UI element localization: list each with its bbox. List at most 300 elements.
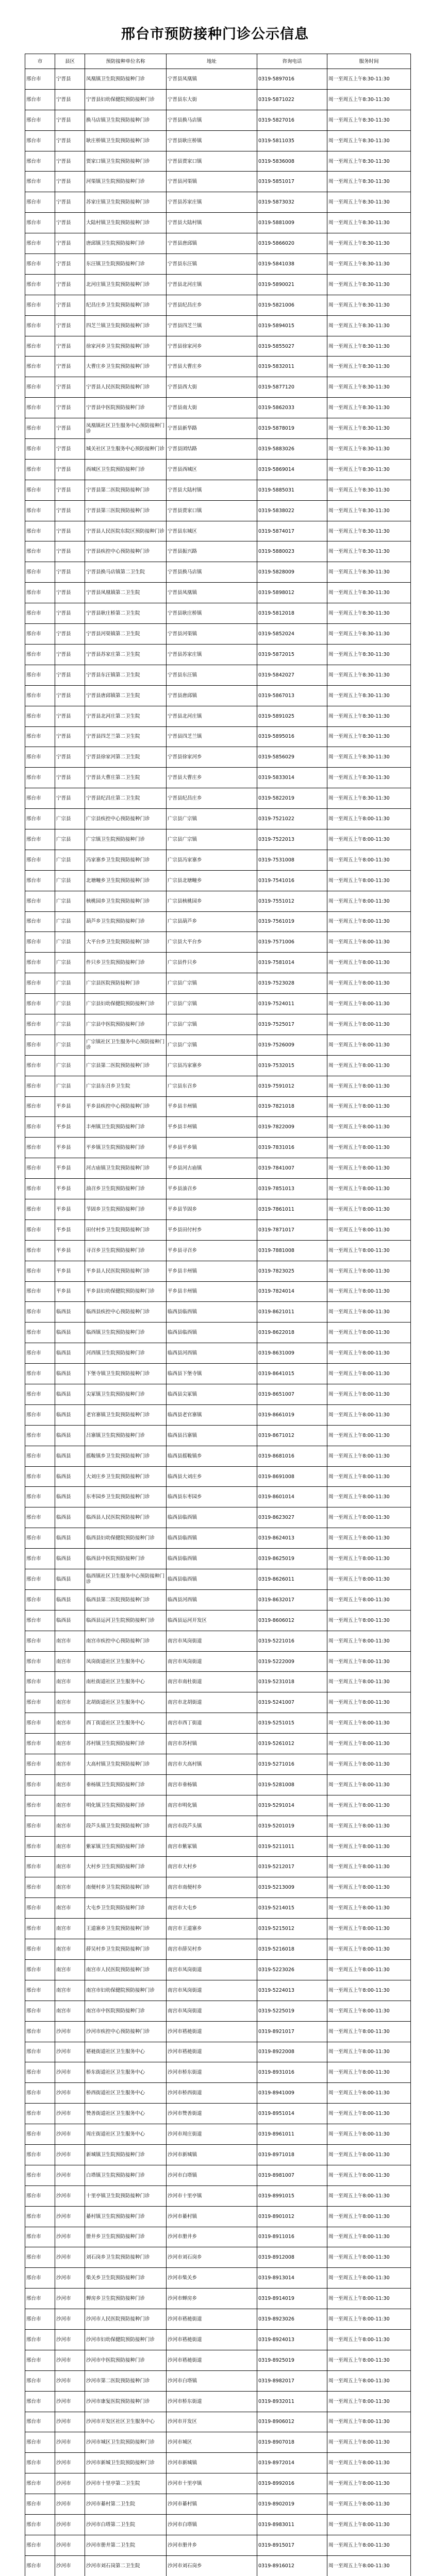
cell-address: 宁晋县纪昌庄乡 xyxy=(167,788,257,809)
table-row xyxy=(25,2185,411,2206)
cell-city: 邢台市 xyxy=(25,2206,55,2227)
cell-address: 南宫市紫冢镇 xyxy=(167,1836,257,1857)
cell-phone: 0319-8671012 xyxy=(257,1425,327,1446)
cell-county: 临西县 xyxy=(55,1323,85,1343)
cell-county: 宁晋县 xyxy=(55,583,85,603)
cell-service-hours: 周一至周五上午8:00-11:30 xyxy=(327,1035,411,1055)
cell-phone: 0319-5852024 xyxy=(257,624,327,645)
cell-clinic-name: 段芦头镇卫生院预防接种门诊 xyxy=(85,1816,167,1836)
cell-service-hours: 周一至周五上午8:30-11:30 xyxy=(327,439,411,460)
cell-phone: 0319-5216018 xyxy=(257,1939,327,1960)
table-row xyxy=(25,2391,411,2412)
cell-city: 邢台市 xyxy=(25,1528,55,1549)
cell-address: 沙河市褡裢街道 xyxy=(167,2350,257,2370)
cell-clinic-name: 广宗县东召乡卫生院 xyxy=(85,1076,167,1096)
cell-phone: 0319-8951014 xyxy=(257,2104,327,2124)
cell-address: 广宗县广宗镇 xyxy=(167,973,257,994)
cell-clinic-name: 北胡街道社区卫生服务中心 xyxy=(85,1692,167,1713)
cell-city: 邢台市 xyxy=(25,1425,55,1446)
table-row xyxy=(25,459,411,480)
cell-service-hours: 周一至周五上午8:00-11:30 xyxy=(327,891,411,911)
cell-service-hours: 周一至周五上午8:00-11:30 xyxy=(327,2083,411,2104)
cell-address: 宁晋县振兴路 xyxy=(167,541,257,562)
cell-phone: 0319-8923026 xyxy=(257,2309,327,2330)
cell-address: 临西县老官寨镇 xyxy=(167,1404,257,1425)
cell-clinic-name: 宁晋县换马店镇第二卫生院 xyxy=(85,562,167,583)
cell-county: 宁晋县 xyxy=(55,315,85,336)
cell-city: 邢台市 xyxy=(25,809,55,829)
cell-county: 宁晋县 xyxy=(55,685,85,706)
cell-clinic-name: 西丁街道社区卫生服务中心 xyxy=(85,1713,167,1734)
cell-service-hours: 周一至周五上午8:00-11:30 xyxy=(327,2042,411,2062)
cell-address: 沙河市册井乡 xyxy=(167,2535,257,2555)
table-row xyxy=(25,850,411,870)
cell-service-hours: 周一至周五上午8:00-11:30 xyxy=(327,2021,411,2042)
cell-clinic-name: 广宗县医院预防接种门诊 xyxy=(85,973,167,994)
cell-clinic-name: 白塔镇卫生院预防接种门诊 xyxy=(85,2165,167,2185)
cell-clinic-name: 沙河市人民医院预防接种门诊 xyxy=(85,2309,167,2330)
cell-address: 宁晋县河渠镇 xyxy=(167,172,257,192)
cell-clinic-name: 宁晋县北河庄第二卫生院 xyxy=(85,706,167,726)
cell-phone: 0319-7871017 xyxy=(257,1219,327,1240)
table-body xyxy=(25,69,411,2576)
cell-service-hours: 周一至周五上午8:00-11:30 xyxy=(327,1795,411,1816)
cell-clinic-name: 老官寨镇卫生院预防接种门诊 xyxy=(85,1404,167,1425)
cell-phone: 0319-7523028 xyxy=(257,973,327,994)
cell-phone: 0319-5241007 xyxy=(257,1692,327,1713)
cell-clinic-name: 换马店镇卫生院预防接种门诊 xyxy=(85,110,167,130)
table-row xyxy=(25,2104,411,2124)
cell-address: 临西县摇鞍镇乡 xyxy=(167,1446,257,1466)
table-row xyxy=(25,1281,411,1302)
cell-phone: 0319-8981007 xyxy=(257,2165,327,2185)
cell-address: 南宫市凤岗街道 xyxy=(167,1980,257,2001)
table-row xyxy=(25,1898,411,1919)
cell-address: 沙河市褡裢街道 xyxy=(167,2329,257,2350)
cell-address: 沙河市赞善街道 xyxy=(167,2104,257,2124)
cell-service-hours: 周一至周五上午8:00-11:30 xyxy=(327,2309,411,2330)
cell-city: 邢台市 xyxy=(25,1487,55,1507)
cell-city: 邢台市 xyxy=(25,1281,55,1302)
cell-county: 宁晋县 xyxy=(55,69,85,90)
cell-address: 宁晋县西城区 xyxy=(167,459,257,480)
cell-county: 南宫市 xyxy=(55,1774,85,1795)
cell-county: 沙河市 xyxy=(55,2391,85,2412)
cell-clinic-name: 广宗镇社区卫生服务中心预防接种门诊 xyxy=(85,1035,167,1055)
cell-phone: 0319-5211011 xyxy=(257,1836,327,1857)
table-row xyxy=(25,2514,411,2535)
cell-phone: 0319-8901012 xyxy=(257,2206,327,2227)
table-header-row xyxy=(25,54,411,69)
cell-clinic-name: 平乡镇卫生院预防接种门诊 xyxy=(85,1138,167,1158)
cell-clinic-name: 葫芦乡卫生院预防接种门诊 xyxy=(85,911,167,932)
cell-county: 宁晋县 xyxy=(55,233,85,254)
cell-address: 广宗县广宗镇 xyxy=(167,809,257,829)
table-row xyxy=(25,1466,411,1487)
cell-phone: 0319-8992016 xyxy=(257,2473,327,2494)
table-row xyxy=(25,1774,411,1795)
cell-address: 平乡县节固乡 xyxy=(167,1199,257,1219)
cell-clinic-name: 宁晋县人民医院预防接种门诊 xyxy=(85,377,167,398)
cell-clinic-name: 沙河市白塔第二卫生院 xyxy=(85,2514,167,2535)
cell-phone: 0319-8641015 xyxy=(257,1364,327,1384)
cell-phone: 0319-5878019 xyxy=(257,418,327,439)
cell-address: 沙河市刘石岗乡 xyxy=(167,2555,257,2576)
cell-county: 平乡县 xyxy=(55,1240,85,1261)
cell-service-hours: 周一至周五上午8:30-11:30 xyxy=(327,151,411,172)
cell-service-hours: 周一至周五上午8:30-11:30 xyxy=(327,788,411,809)
cell-service-hours: 周一至周五上午8:00-11:30 xyxy=(327,1528,411,1549)
cell-city: 邢台市 xyxy=(25,439,55,460)
cell-clinic-name: 宁晋县大曹庄第二卫生院 xyxy=(85,768,167,788)
cell-county: 临西县 xyxy=(55,1466,85,1487)
cell-service-hours: 周一至周五上午8:30-11:30 xyxy=(327,110,411,130)
cell-county: 广宗县 xyxy=(55,953,85,973)
cell-clinic-name: 核桃园乡卫生院预防接种门诊 xyxy=(85,891,167,911)
cell-service-hours: 周一至周五上午8:30-11:30 xyxy=(327,665,411,685)
table-row xyxy=(25,254,411,275)
cell-county: 广宗县 xyxy=(55,1014,85,1035)
cell-address: 沙河市桥东街道 xyxy=(167,2391,257,2412)
table-row xyxy=(25,1713,411,1734)
cell-address: 宁晋县唐邱镇 xyxy=(167,685,257,706)
cell-phone: 0319-5222009 xyxy=(257,1651,327,1672)
cell-city: 邢台市 xyxy=(25,2247,55,2268)
cell-city: 邢台市 xyxy=(25,1404,55,1425)
cell-phone: 0319-8972014 xyxy=(257,2453,327,2473)
cell-phone: 0319-5880023 xyxy=(257,541,327,562)
cell-county: 广宗县 xyxy=(55,911,85,932)
cell-phone: 0319-7831016 xyxy=(257,1138,327,1158)
cell-clinic-name: 宁晋县东汪镇第二卫生院 xyxy=(85,665,167,685)
cell-address: 宁晋县耿庄桥镇 xyxy=(167,603,257,624)
cell-address: 临西县下堡寺镇 xyxy=(167,1364,257,1384)
cell-service-hours: 周一至周五上午8:00-11:30 xyxy=(327,1179,411,1199)
cell-address: 宁晋县东城区 xyxy=(167,521,257,541)
cell-phone: 0319-5862033 xyxy=(257,398,327,418)
cell-clinic-name: 宁晋县第三医院预防接种门诊 xyxy=(85,500,167,521)
table-row xyxy=(25,1199,411,1219)
table-row xyxy=(25,726,411,747)
cell-phone: 0319-5221016 xyxy=(257,1631,327,1651)
table-row xyxy=(25,2165,411,2185)
cell-clinic-name: 凤凰镇卫生院预防接种门诊 xyxy=(85,69,167,90)
cell-city: 邢台市 xyxy=(25,870,55,891)
cell-phone: 0319-8921017 xyxy=(257,2021,327,2042)
cell-clinic-name: 桥西街道社区卫生服务中心 xyxy=(85,2083,167,2104)
table-row xyxy=(25,2062,411,2083)
cell-address: 宁晋县大曹庄乡 xyxy=(167,357,257,377)
cell-phone: 0319-5811035 xyxy=(257,130,327,151)
table-row xyxy=(25,1919,411,1939)
cell-address: 临西县河西镇 xyxy=(167,1343,257,1364)
cell-service-hours: 周一至周五上午8:00-11:30 xyxy=(327,1692,411,1713)
cell-county: 临西县 xyxy=(55,1549,85,1569)
table-row xyxy=(25,2535,411,2555)
cell-county: 南宫市 xyxy=(55,1836,85,1857)
table-row xyxy=(25,1857,411,1877)
table-row xyxy=(25,685,411,706)
cell-clinic-name: 蝉房乡卫生院预防接种门诊 xyxy=(85,2289,167,2309)
table-row xyxy=(25,788,411,809)
cell-phone: 0319-5812018 xyxy=(257,603,327,624)
cell-phone: 0319-8681016 xyxy=(257,1446,327,1466)
cell-phone: 0319-7532015 xyxy=(257,1055,327,1076)
cell-phone: 0319-7841007 xyxy=(257,1158,327,1179)
cell-service-hours: 周一至周五上午8:00-11:30 xyxy=(327,1199,411,1219)
cell-clinic-name: 油召乡卫生院预防接种门诊 xyxy=(85,1179,167,1199)
cell-service-hours: 周一至周五上午8:30-11:30 xyxy=(327,480,411,500)
cell-address: 沙河市蝉房乡 xyxy=(167,2289,257,2309)
cell-city: 邢台市 xyxy=(25,2329,55,2350)
cell-city: 邢台市 xyxy=(25,1877,55,1898)
cell-phone: 0319-5225019 xyxy=(257,2001,327,2021)
cell-county: 宁晋县 xyxy=(55,254,85,275)
cell-phone: 0319-7821018 xyxy=(257,1096,327,1117)
cell-address: 宁晋县东大街 xyxy=(167,89,257,110)
table-row xyxy=(25,2289,411,2309)
cell-address: 广宗县东召乡 xyxy=(167,1076,257,1096)
table-row xyxy=(25,418,411,439)
cell-county: 宁晋县 xyxy=(55,110,85,130)
cell-city: 邢台市 xyxy=(25,377,55,398)
cell-address: 南宫市苏村镇 xyxy=(167,1734,257,1754)
cell-city: 邢台市 xyxy=(25,1076,55,1096)
cell-phone: 0319-5871022 xyxy=(257,89,327,110)
cell-clinic-name: 沙河市开发区社区卫生服务中心 xyxy=(85,2412,167,2432)
cell-clinic-name: 宁晋县凤凰镇第二卫生院 xyxy=(85,583,167,603)
cell-county: 沙河市 xyxy=(55,2309,85,2330)
cell-service-hours: 周一至周五上午8:30-11:30 xyxy=(327,192,411,213)
cell-clinic-name: 綦村镇卫生院预防接种门诊 xyxy=(85,2206,167,2227)
page-title: 邢台市预防接种门诊公示信息 xyxy=(121,26,309,42)
cell-phone: 0319-8906012 xyxy=(257,2412,327,2432)
cell-address: 宁晋县凤凰镇 xyxy=(167,583,257,603)
cell-address: 南宫市西丁街道 xyxy=(167,1713,257,1734)
cell-clinic-name: 大陆村镇卫生院预防接种门诊 xyxy=(85,213,167,233)
cell-clinic-name: 冯家寨乡卫生院预防接种门诊 xyxy=(85,850,167,870)
cell-city: 邢台市 xyxy=(25,398,55,418)
cell-county: 临西县 xyxy=(55,1610,85,1631)
table-row xyxy=(25,1672,411,1692)
cell-address: 宁晋县徐家河乡 xyxy=(167,336,257,357)
cell-city: 邢台市 xyxy=(25,1199,55,1219)
table-row xyxy=(25,192,411,213)
cell-phone: 0319-5251015 xyxy=(257,1713,327,1734)
cell-phone: 0319-5869014 xyxy=(257,459,327,480)
cell-county: 广宗县 xyxy=(55,809,85,829)
header-clinic-name: 预防接种单位名称 xyxy=(85,54,167,69)
cell-phone: 0319-5281008 xyxy=(257,1774,327,1795)
table-row xyxy=(25,2432,411,2453)
cell-city: 邢台市 xyxy=(25,295,55,315)
cell-service-hours: 周一至周五上午8:30-11:30 xyxy=(327,706,411,726)
cell-county: 沙河市 xyxy=(55,2289,85,2309)
cell-city: 邢台市 xyxy=(25,1219,55,1240)
cell-service-hours: 周一至周五上午8:00-11:30 xyxy=(327,829,411,850)
cell-county: 沙河市 xyxy=(55,2104,85,2124)
cell-service-hours: 周一至周五上午8:30-11:30 xyxy=(327,213,411,233)
table-row xyxy=(25,69,411,90)
cell-address: 宁晋县徐家河乡 xyxy=(167,747,257,768)
cell-clinic-name: 大曹庄乡卫生院预防接种门诊 xyxy=(85,357,167,377)
cell-city: 邢台市 xyxy=(25,2083,55,2104)
cell-address: 宁晋县大陆村镇 xyxy=(167,480,257,500)
cell-clinic-name: 凤岗街道社区卫生服务中心 xyxy=(85,1651,167,1672)
cell-phone: 0319-5856029 xyxy=(257,747,327,768)
cell-city: 邢台市 xyxy=(25,2535,55,2555)
cell-county: 宁晋县 xyxy=(55,603,85,624)
cell-county: 宁晋县 xyxy=(55,500,85,521)
table-row xyxy=(25,644,411,665)
cell-clinic-name: 临西县中医院预防接种门诊 xyxy=(85,1549,167,1569)
cell-county: 宁晋县 xyxy=(55,357,85,377)
cell-service-hours: 周一至周五上午8:00-11:30 xyxy=(327,2227,411,2247)
cell-county: 南宫市 xyxy=(55,1734,85,1754)
cell-phone: 0319-8914019 xyxy=(257,2289,327,2309)
cell-clinic-name: 大高村镇卫生院预防接种门诊 xyxy=(85,1754,167,1775)
cell-phone: 0319-8606012 xyxy=(257,1610,327,1631)
cell-city: 邢台市 xyxy=(25,1343,55,1364)
cell-clinic-name: 宁晋县第二医院预防接种门诊 xyxy=(85,480,167,500)
cell-address: 沙河市周庄街道 xyxy=(167,2124,257,2145)
table-row xyxy=(25,151,411,172)
cell-city: 邢台市 xyxy=(25,2350,55,2370)
cell-clinic-name: 宁晋县唐邱镇第二卫生院 xyxy=(85,685,167,706)
cell-phone: 0319-8601014 xyxy=(257,1487,327,1507)
cell-city: 邢台市 xyxy=(25,1898,55,1919)
cell-city: 邢台市 xyxy=(25,2144,55,2165)
cell-address: 平乡县丰州镇 xyxy=(167,1261,257,1281)
cell-clinic-name: 临西县妇幼保健院预防接种门诊 xyxy=(85,1528,167,1549)
cell-clinic-name: 广宗县疾控中心预防接种门诊 xyxy=(85,809,167,829)
cell-clinic-name: 沙河市綦村第二卫生院 xyxy=(85,2494,167,2515)
cell-county: 广宗县 xyxy=(55,994,85,1014)
cell-clinic-name: 城关社区卫生服务中心预防接种门诊 xyxy=(85,439,167,460)
cell-county: 宁晋县 xyxy=(55,274,85,295)
cell-county: 南宫市 xyxy=(55,1959,85,1980)
cell-address: 宁晋县贾家口镇 xyxy=(167,500,257,521)
table-row xyxy=(25,295,411,315)
cell-phone: 0319-8983011 xyxy=(257,2514,327,2535)
cell-phone: 0319-7541016 xyxy=(257,870,327,891)
cell-clinic-name: 宁晋县苏家庄第二卫生院 xyxy=(85,644,167,665)
cell-clinic-name: 沙河市十里亭第二卫生院 xyxy=(85,2473,167,2494)
table-row xyxy=(25,2083,411,2104)
cell-phone: 0319-8621011 xyxy=(257,1302,327,1323)
cell-county: 临西县 xyxy=(55,1507,85,1528)
cell-clinic-name: 宁晋县四芝兰第二卫生院 xyxy=(85,726,167,747)
cell-address: 广宗县核桃园乡 xyxy=(167,891,257,911)
cell-address: 宁晋县东汪镇 xyxy=(167,665,257,685)
cell-phone: 0319-5867013 xyxy=(257,685,327,706)
cell-clinic-name: 大村乡卫生院预防接种门诊 xyxy=(85,1857,167,1877)
cell-county: 临西县 xyxy=(55,1343,85,1364)
cell-county: 沙河市 xyxy=(55,2021,85,2042)
cell-phone: 0319-5885031 xyxy=(257,480,327,500)
cell-service-hours: 周一至周五上午8:30-11:30 xyxy=(327,726,411,747)
table-row xyxy=(25,809,411,829)
cell-address: 广宗县大平台乡 xyxy=(167,932,257,953)
cell-city: 邢台市 xyxy=(25,2104,55,2124)
cell-clinic-name: 宁晋县河渠镇第二卫生院 xyxy=(85,624,167,645)
cell-address: 南宫市凤岗街道 xyxy=(167,1959,257,1980)
cell-service-hours: 周一至周五上午8:00-11:30 xyxy=(327,1774,411,1795)
cell-city: 邢台市 xyxy=(25,1713,55,1734)
cell-city: 邢台市 xyxy=(25,336,55,357)
cell-phone: 0319-5873032 xyxy=(257,192,327,213)
cell-service-hours: 周一至周五上午8:30-11:30 xyxy=(327,583,411,603)
cell-city: 邢台市 xyxy=(25,1466,55,1487)
cell-address: 宁晋县唐邱镇 xyxy=(167,233,257,254)
cell-county: 平乡县 xyxy=(55,1199,85,1219)
table-row xyxy=(25,2268,411,2289)
table-row xyxy=(25,1446,411,1466)
cell-address: 宁晋县团结路 xyxy=(167,439,257,460)
cell-phone: 0319-5833014 xyxy=(257,768,327,788)
cell-county: 临西县 xyxy=(55,1528,85,1549)
cell-address: 沙河市新城镇 xyxy=(167,2453,257,2473)
cell-county: 宁晋县 xyxy=(55,192,85,213)
cell-service-hours: 周一至周五上午8:00-11:30 xyxy=(327,1816,411,1836)
table-row xyxy=(25,583,411,603)
cell-clinic-name: 西城区卫生院预防接种门诊 xyxy=(85,459,167,480)
cell-clinic-name: 临西镇社区卫生服务中心预防接种门诊 xyxy=(85,1569,167,1590)
cell-phone: 0319-8961011 xyxy=(257,2124,327,2145)
cell-address: 沙河市城区 xyxy=(167,2432,257,2453)
cell-clinic-name: 桥东街道社区卫生服务中心 xyxy=(85,2062,167,2083)
table-row xyxy=(25,1117,411,1138)
cell-clinic-name: 宁晋县纪昌庄第二卫生院 xyxy=(85,788,167,809)
cell-service-hours: 周一至周五上午8:00-11:30 xyxy=(327,1014,411,1035)
cell-county: 沙河市 xyxy=(55,2185,85,2206)
table-row xyxy=(25,1014,411,1035)
cell-clinic-name: 南宫市疾控中心预防接种门诊 xyxy=(85,1631,167,1651)
cell-service-hours: 周一至周五上午8:30-11:30 xyxy=(327,418,411,439)
cell-service-hours: 周一至周五上午8:00-11:30 xyxy=(327,1487,411,1507)
table-row xyxy=(25,603,411,624)
cell-county: 南宫市 xyxy=(55,1692,85,1713)
cell-phone: 0319-8626011 xyxy=(257,1569,327,1590)
cell-city: 邢台市 xyxy=(25,130,55,151)
cell-clinic-name: 平乡县妇幼保健院预防接种门诊 xyxy=(85,1281,167,1302)
cell-address: 宁晋县南大街 xyxy=(167,398,257,418)
cell-city: 邢台市 xyxy=(25,254,55,275)
cell-county: 宁晋县 xyxy=(55,665,85,685)
cell-county: 沙河市 xyxy=(55,2062,85,2083)
cell-address: 沙河市綦村镇 xyxy=(167,2206,257,2227)
cell-city: 邢台市 xyxy=(25,706,55,726)
cell-clinic-name: 临西县运河卫生院预防接种门诊 xyxy=(85,1610,167,1631)
table-row xyxy=(25,172,411,192)
cell-service-hours: 周一至周五上午8:00-11:30 xyxy=(327,1425,411,1446)
table-row xyxy=(25,1836,411,1857)
cell-county: 沙河市 xyxy=(55,2144,85,2165)
cell-phone: 0319-5836008 xyxy=(257,151,327,172)
cell-address: 沙河市开发区 xyxy=(167,2412,257,2432)
cell-service-hours: 周一至周五上午8:30-11:30 xyxy=(327,233,411,254)
cell-phone: 0319-8907018 xyxy=(257,2432,327,2453)
cell-clinic-name: 广宗县中医院预防接种门诊 xyxy=(85,1014,167,1035)
cell-service-hours: 周一至周五上午8:30-11:30 xyxy=(327,89,411,110)
table-row xyxy=(25,1528,411,1549)
cell-county: 宁晋县 xyxy=(55,336,85,357)
cell-clinic-name: 河古庙镇卫生院预防接种门诊 xyxy=(85,1158,167,1179)
cell-address: 广宗县件只乡 xyxy=(167,953,257,973)
cell-service-hours: 周一至周五上午8:30-11:30 xyxy=(327,644,411,665)
cell-address: 宁晋县新华路 xyxy=(167,418,257,439)
cell-service-hours: 周一至周五上午8:00-11:30 xyxy=(327,1158,411,1179)
